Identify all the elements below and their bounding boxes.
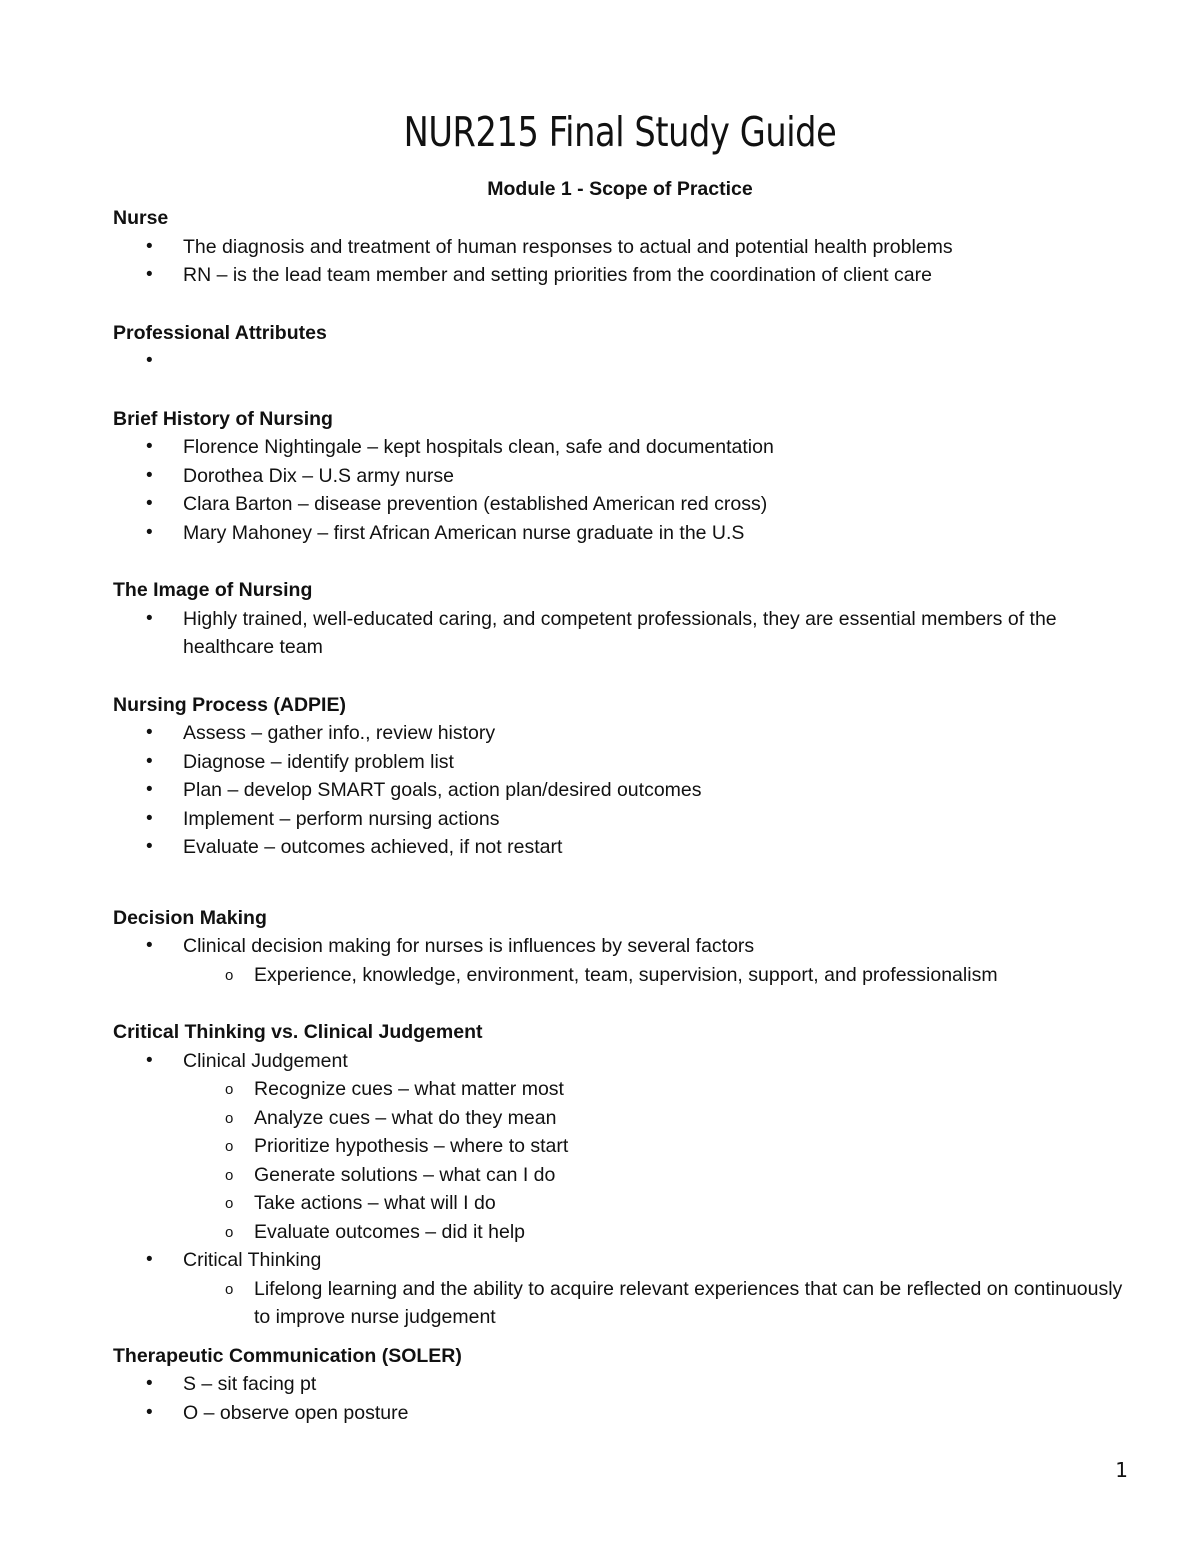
list-item-text: Clara Barton – disease prevention (established American red cross) — [183, 493, 768, 515]
section-heading: Critical Thinking vs. Clinical Judgement — [113, 1021, 483, 1043]
sub-list-item — [183, 1132, 1123, 1161]
sub-bullet-icon: o — [225, 1195, 234, 1212]
list-item — [113, 748, 1123, 777]
sub-list-item — [183, 1218, 1123, 1247]
section-heading: The Image of Nursing — [113, 579, 313, 601]
document-body — [113, 204, 1123, 1427]
sub-bullet-list — [183, 1275, 1123, 1332]
list-item — [113, 519, 1123, 548]
bullet-icon: • — [146, 1401, 153, 1423]
list-item-text: Critical Thinking — [183, 1249, 322, 1271]
bullet-icon: • — [146, 750, 153, 772]
section-heading: Decision Making — [113, 906, 267, 929]
list-item-text: Dorothea Dix – U.S army nurse — [183, 464, 454, 487]
list-item-text: S – sit facing pt — [183, 1373, 317, 1395]
list-item-text: Clinical Judgement — [183, 1049, 348, 1072]
list-item — [113, 1370, 1123, 1399]
list-item — [113, 605, 1123, 662]
list-item — [113, 233, 1123, 262]
bullet-list — [113, 433, 1123, 547]
bullet-icon: • — [146, 607, 153, 629]
list-item-text: RN – is the lead team member and setting priorities from the coordination of client care — [183, 264, 932, 286]
bullet-icon: • — [146, 521, 153, 543]
list-item-text: Clinical decision making for nurses is influences by several factors — [183, 935, 755, 957]
sub-bullet-icon: o — [225, 1166, 234, 1184]
sub-bullet-icon: o — [225, 1223, 234, 1241]
bullet-list — [113, 605, 1123, 662]
bullet-icon: • — [146, 836, 153, 857]
sub-list-item-text: Generate solutions – what can I do — [254, 1163, 556, 1186]
list-item-text: Implement – perform nursing actions — [183, 807, 500, 830]
section-image-of-nursing — [113, 576, 1123, 662]
bullet-list — [113, 233, 1123, 290]
page-number: 1 — [1115, 1458, 1128, 1482]
sub-list-item-text: Recognize cues – what matter most — [254, 1078, 564, 1100]
bullet-icon: • — [146, 722, 153, 743]
bullet-icon: • — [146, 807, 153, 829]
sub-list-item — [183, 1275, 1123, 1332]
sub-bullet-list — [183, 961, 1123, 990]
section-heading: Brief History of Nursing — [113, 407, 333, 430]
list-item-text: O – observe open posture — [183, 1401, 409, 1424]
bullet-icon: • — [146, 350, 153, 371]
list-item-text: Highly trained, well-educated caring, and competent professionals, they are essential members of the healthcare team — [183, 607, 1057, 658]
list-item-text: Evaluate – outcomes achieved, if not restart — [183, 836, 563, 858]
list-item-text: The diagnosis and treatment of human responses to actual and potential health problems — [183, 235, 953, 258]
sub-bullet-icon: o — [225, 1280, 234, 1298]
list-item — [113, 261, 1123, 290]
sub-list-item-text: Prioritize hypothesis – where to start — [254, 1135, 569, 1157]
bullet-icon: • — [146, 1373, 153, 1394]
list-item — [113, 719, 1123, 748]
bullet-icon: • — [146, 779, 153, 800]
list-item-text: Florence Nightingale – kept hospitals clean, safe and documentation — [183, 436, 774, 458]
bullet-icon: • — [146, 264, 153, 285]
list-item — [113, 805, 1123, 834]
bullet-list — [113, 932, 1123, 989]
sub-list-item — [183, 961, 1123, 990]
list-item-text: Assess – gather info., review history — [183, 722, 496, 744]
bullet-icon: • — [146, 1249, 153, 1270]
section-heading: Nurse — [113, 207, 169, 229]
section-critical-thinking — [113, 1018, 1123, 1332]
bullet-icon: • — [146, 935, 153, 956]
sub-list-item-text: Experience, knowledge, environment, team, supervision, support, and professionalism — [254, 963, 998, 986]
sub-list-item — [183, 1075, 1123, 1104]
sub-list-item-text: Take actions – what will I do — [254, 1192, 496, 1214]
sub-bullet-icon: o — [225, 1138, 234, 1155]
section-history — [113, 405, 1123, 548]
sub-bullet-icon: o — [225, 1081, 234, 1098]
section-nursing-process — [113, 691, 1123, 862]
list-item — [113, 776, 1123, 805]
page-title: NUR215 Final Study Guide — [403, 108, 837, 156]
list-item-text: Diagnose – identify problem list — [183, 750, 454, 773]
list-item — [113, 490, 1123, 519]
list-item — [113, 433, 1123, 462]
list-item — [113, 462, 1123, 491]
bullet-list — [113, 1047, 1123, 1332]
sub-list-item-text: Evaluate outcomes – did it help — [254, 1220, 526, 1243]
sub-list-item-text: Analyze cues – what do they mean — [254, 1106, 557, 1129]
bullet-list — [113, 719, 1123, 862]
sub-bullet-list — [183, 1075, 1123, 1246]
bullet-icon: • — [146, 235, 153, 257]
sub-list-item-text: Lifelong learning and the ability to acquire relevant experiences that can be reflected on continuously to improve nurse judgement — [254, 1277, 1123, 1328]
list-item — [113, 1399, 1123, 1428]
sub-list-item — [183, 1104, 1123, 1133]
bullet-icon: • — [146, 464, 153, 486]
bullet-list — [113, 347, 1123, 376]
list-item — [113, 932, 1123, 989]
list-item-text: Mary Mahoney – first African American nurse graduate in the U.S — [183, 521, 745, 544]
bullet-icon: • — [146, 436, 153, 457]
sub-bullet-icon: o — [225, 966, 234, 984]
list-item — [113, 833, 1123, 862]
list-item — [113, 1047, 1123, 1247]
bullet-list — [113, 1370, 1123, 1427]
bullet-icon: • — [146, 493, 153, 514]
section-heading: Nursing Process (ADPIE) — [113, 693, 346, 716]
section-professional-attributes — [113, 319, 1123, 376]
section-heading: Therapeutic Communication (SOLER) — [113, 1344, 462, 1367]
bullet-icon: • — [146, 1049, 153, 1071]
section-therapeutic-communication — [113, 1342, 1123, 1428]
section-heading: Professional Attributes — [113, 321, 327, 344]
sub-list-item — [183, 1161, 1123, 1190]
section-decision-making — [113, 904, 1123, 990]
list-item-text: Plan – develop SMART goals, action plan/desired outcomes — [183, 779, 702, 801]
section-nurse — [113, 204, 1123, 290]
sub-list-item — [183, 1189, 1123, 1218]
sub-bullet-icon: o — [225, 1109, 234, 1127]
list-item — [113, 347, 1123, 376]
list-item — [113, 1246, 1123, 1332]
module-heading: Module 1 - Scope of Practice — [487, 178, 753, 200]
